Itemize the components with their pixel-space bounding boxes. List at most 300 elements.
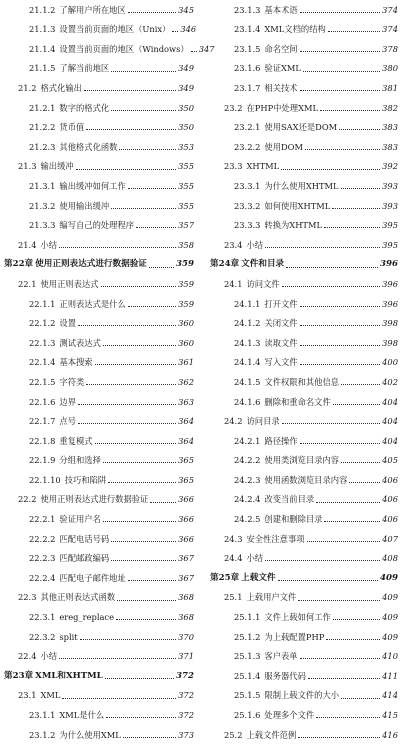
toc-entry-title: 输出缓冲如何工作 [59,180,126,191]
toc-chapter-entry [206,568,398,588]
dot-leader [106,716,176,718]
dot-leader [298,736,380,738]
toc-entry-title: 了解当前地区 [59,63,110,74]
toc-entry-title: XHTML [246,161,280,172]
toc-entry-title: 使用正则表达式 [40,278,99,289]
toc-entry-page: 362 [178,376,194,387]
toc-entry-title: 处理多个文件 [264,710,315,721]
toc-entry-number: 21.4 [18,239,37,250]
dot-leader [116,618,176,620]
dot-leader [332,207,380,209]
dot-leader [298,599,380,601]
toc-entry-page: 372 [178,710,194,721]
toc-entry-page: 360 [178,318,194,329]
toc-entry-number: 25.2 [224,729,243,740]
toc-entry-page: 370 [178,631,194,642]
toc-entry [0,78,194,98]
toc-entry-title: 技巧和陷阱 [64,474,107,485]
toc-entry-page: 374 [382,4,398,15]
toc-entry [0,411,194,431]
toc-chapter-entry [206,255,398,275]
toc-entry-title: 相关技术 [264,83,298,94]
dot-leader [328,30,380,32]
toc-entry [206,549,398,569]
toc-entry-title: 设置当前页面的地区（Windows） [59,43,189,54]
toc-entry-page: 380 [382,63,398,74]
toc-entry-number: 21.1.3 [29,24,56,35]
toc-entry-title: 使用输出缓冲 [59,200,110,211]
toc-entry-title: split [59,631,78,642]
toc-entry-number: 22.1.10 [29,474,61,485]
toc-entry-number: 22.3.1 [29,612,56,623]
toc-entry-page: 371 [178,651,194,662]
toc-entry-number: 第23章 [4,670,34,681]
toc-entry-title: 基本搜索 [59,357,93,368]
toc-entry-number: 25.1 [224,592,243,603]
toc-entry-number: 25.1.3 [234,651,261,662]
toc-entry [0,588,194,608]
toc-entry-number: 23.1.5 [234,43,261,54]
toc-entry [206,333,398,353]
toc-entry [0,470,194,490]
dot-leader [349,481,380,483]
toc-entry-title: 文件权限和其他信息 [264,376,340,387]
toc-entry-page: 392 [382,161,398,172]
toc-entry-number: 21.1.4 [29,43,56,54]
toc-entry-title: 基本术语 [264,4,298,15]
toc-entry-title: 小结 [40,651,58,662]
toc-entry-number: 22.1.6 [29,396,56,407]
toc-entry-title: 路径操作 [264,435,298,446]
toc-entry [0,314,194,334]
toc-entry-title: 其他格式化函数 [59,141,118,152]
toc-entry-title: 数字的格式化 [59,102,110,113]
toc-entry [206,216,398,236]
toc-entry-number: 22.2 [18,494,37,505]
toc-entry-page: 414 [382,690,398,701]
toc-entry-number: 22.1 [18,278,37,289]
toc-entry-page: 409 [380,572,398,583]
dot-leader [76,168,176,170]
toc-entry-number: 24.2.2 [234,455,261,466]
toc-entry [0,549,194,569]
toc-entry-number: 23.1.3 [234,4,261,15]
toc-entry [0,705,194,725]
toc-entry-page: 404 [382,396,398,407]
dot-leader [265,246,380,248]
toc-entry-page: 367 [178,572,194,583]
toc-entry [0,627,194,647]
toc-entry [0,509,194,529]
toc-entry [206,39,398,59]
dot-leader [86,383,176,385]
dot-leader [117,599,176,601]
toc-entry-page: 406 [382,494,398,505]
toc-entry-page: 404 [382,416,398,427]
toc-entry-page: 358 [178,239,194,250]
toc-entry-page: 365 [178,455,194,466]
toc-entry-number: 24.3 [224,533,243,544]
toc-entry-page: 393 [382,200,398,211]
toc-entry [206,686,398,706]
toc-entry-page: 374 [382,24,398,35]
toc-entry [206,470,398,490]
toc-entry [206,0,398,20]
toc-entry-number: 21.2 [18,83,37,94]
toc-entry [206,705,398,725]
toc-chapter-entry [0,255,194,275]
toc-entry-page: 359 [178,298,194,309]
dot-leader [119,148,176,150]
toc-entry-title: 小结 [246,553,264,564]
dot-leader [300,305,381,307]
toc-entry [206,529,398,549]
toc-entry-number: 22.2.3 [29,553,56,564]
toc-entry-number: 22.2.1 [29,514,56,525]
toc-entry-number: 22.1.3 [29,337,56,348]
toc-entry-number: 25.1.6 [234,710,261,721]
toc-entry-page: 366 [178,494,194,505]
toc-entry-title: 格式化输出 [40,83,82,94]
toc-entry-page: 372 [176,670,194,681]
toc-entry [0,20,197,40]
toc-entry-title: 文件和目录 [241,259,285,270]
dot-leader [95,363,177,365]
toc-entry-page: 367 [178,553,194,564]
toc-entry [0,647,194,667]
toc-entry-title: 使用正则表达式进行数据验证 [40,494,149,505]
toc-entry-number: 23.3.1 [234,180,261,191]
dot-leader [128,187,176,189]
toc-entry [206,98,398,118]
toc-chapter-entry [0,666,194,686]
dot-leader [278,579,379,581]
toc-entry [206,196,398,216]
dot-leader [80,638,177,640]
toc-entry-page: 409 [382,612,398,623]
toc-entry [0,59,194,79]
toc-entry [0,137,194,157]
dot-leader [111,207,176,209]
toc-entry [206,431,398,451]
toc-entry-title: 上载用户文件 [246,592,297,603]
toc-entry-page: 345 [178,4,194,15]
toc-entry-page: 404 [382,435,398,446]
toc-entry-page: 357 [178,220,194,231]
toc-entry-page: 373 [178,729,194,740]
dot-leader [105,677,174,679]
toc-entry-page: 382 [382,102,398,113]
toc-entry [0,431,194,451]
toc-entry-title: 小结 [40,239,58,250]
dot-leader [149,266,174,268]
dot-leader [303,70,380,72]
toc-entry-number: 22.1.9 [29,455,56,466]
toc-entry-number: 24.2.3 [234,474,261,485]
toc-entry-number: 22.1.8 [29,435,56,446]
toc-entry [0,118,194,138]
toc-entry-page: 353 [178,141,194,152]
toc-entry-title: 服务器代码 [264,670,306,681]
toc-entry-number: 24.1 [224,278,243,289]
dot-leader [326,638,380,640]
toc-entry-number: 21.3.3 [29,220,56,231]
toc-entry-page: 366 [178,533,194,544]
dot-leader [128,11,176,13]
toc-entry [0,274,194,294]
toc-entry-title: 限制上载文件的大小 [264,690,340,701]
toc-entry-page: 409 [382,631,398,642]
toc-entry-page: 416 [382,729,398,740]
toc-entry-page: 349 [178,63,194,74]
toc-entry-page: 372 [178,690,194,701]
toc-entry-title: ereg_replace [59,612,114,623]
toc-entry-number: 23.1.6 [234,63,261,74]
toc-entry-number: 23.3 [224,161,243,172]
dot-leader [265,559,380,561]
toc-entry-page: 402 [382,376,398,387]
toc-entry-page: 355 [178,180,194,191]
toc-entry-title: 小结 [246,239,264,250]
toc-entry-title: 设置当前页面的地区（Unix） [59,24,171,35]
toc-entry-page: 350 [178,102,194,113]
toc-entry-page: 355 [178,200,194,211]
dot-leader [123,736,176,738]
dot-leader [78,324,176,326]
toc-entry-title: 安全性注意事项 [246,533,305,544]
toc-entry-number: 21.3 [18,161,37,172]
toc-entry [0,157,194,177]
toc-entry-number: 24.1.2 [234,318,261,329]
dot-leader [286,266,378,268]
toc-entry [0,39,215,59]
dot-leader [333,403,380,405]
dot-leader [136,226,176,228]
toc-entry-title: 上载文件 [241,572,276,583]
toc-entry-title: 其他正则表达式函数 [40,592,116,603]
toc-entry-title: 测试表达式 [59,337,101,348]
toc-entry-number: 24.1.4 [234,357,261,368]
toc-entry-title: 为什么使用XHTML [264,180,339,191]
toc-entry-number: 23.1 [18,690,37,701]
toc-entry-title: 使用函数浏览目录内容 [264,474,348,485]
toc-entry-title: 为什么使用XML [59,729,121,740]
toc-entry-number: 22.4 [18,651,37,662]
toc-entry-page: 381 [382,83,398,94]
toc-entry-page: 364 [178,416,194,427]
toc-entry [0,353,194,373]
dot-leader [282,285,380,287]
toc-entry [206,509,398,529]
toc-entry-title: 正则表达式是什么 [59,298,126,309]
toc-entry-number: 21.2.3 [29,141,56,152]
dot-leader [339,128,380,130]
dot-leader [282,422,380,424]
toc-entry-number: 23.1.7 [234,83,261,94]
toc-entry [0,490,194,510]
dot-leader [111,70,176,72]
toc-entry-title: XML是什么 [59,710,105,721]
toc-entry-page: 398 [382,337,398,348]
dot-leader [320,109,380,111]
toc-entry-page: 408 [382,553,398,564]
toc-entry-page: 406 [382,514,398,525]
dot-leader [103,344,176,346]
toc-entry-number: 22.3.2 [29,631,56,642]
dot-leader [300,50,381,52]
toc-entry-page: 395 [382,239,398,250]
dot-leader [281,168,380,170]
toc-entry-number: 21.2.1 [29,102,56,113]
dot-leader [316,716,380,718]
toc-entry-number: 23.2.2 [234,141,261,152]
dot-leader [341,383,380,385]
dot-leader [86,128,176,130]
toc-entry-title: 如何使用XHTML [264,200,331,211]
toc-entry-page: 409 [382,592,398,603]
toc-entry-title: 删除和重命名文件 [264,396,331,407]
toc-entry [206,647,398,667]
toc-entry-page: 365 [178,474,194,485]
toc-entry [0,372,194,392]
toc-entry-number: 25.1.2 [234,631,261,642]
toc-entry [206,392,398,412]
toc-entry [206,78,398,98]
dot-leader [128,305,176,307]
toc-entry-title: 关闭文件 [264,318,298,329]
dot-leader [300,344,381,346]
toc-entry-title: 改变当前目录 [264,494,315,505]
dot-leader [59,246,176,248]
toc-entry-page: 368 [178,592,194,603]
dot-leader [341,697,380,699]
toc-entry-number: 23.1.1 [29,710,56,721]
toc-entry [206,314,398,334]
dot-leader [150,501,176,503]
toc-entry-title: 写入文件 [264,357,298,368]
toc-entry [0,451,194,471]
toc-entry-number: 25.1.1 [234,612,261,623]
toc-entry-title: 匹配邮政编码 [59,553,110,564]
toc-entry-page: 400 [382,357,398,368]
toc-entry [0,235,194,255]
toc-entry-number: 第24章 [210,259,240,270]
toc-entry-number: 21.3.2 [29,200,56,211]
dot-leader [95,442,177,444]
dot-leader [341,461,380,463]
toc-entry-number: 21.3.1 [29,180,56,191]
toc-entry-title: 命名空间 [264,43,298,54]
toc-entry-page: 398 [382,318,398,329]
dot-leader [300,11,381,13]
toc-entry-title: 为上载配置PHP [264,631,325,642]
toc-entry-title: 点号 [59,416,76,427]
toc-entry [0,686,194,706]
toc-entry-number: 23.3.2 [234,200,261,211]
dot-leader [103,461,176,463]
toc-entry [206,607,398,627]
toc-entry-number: 22.3 [18,592,37,603]
toc-entry-number: 24.2.4 [234,494,261,505]
toc-entry [206,294,398,314]
toc-entry-title: 设置 [59,318,76,329]
toc-entry-number: 24.1.3 [234,337,261,348]
toc-entry-number: 第25章 [210,572,240,583]
toc-entry-title: 字符类 [59,376,85,387]
toc-entry-number: 22.1.2 [29,318,56,329]
toc-entry-page: 363 [178,396,194,407]
toc-entry-number: 22.1.5 [29,376,56,387]
toc-entry-title: 访问目录 [246,416,280,427]
toc-entry-number: 21.2.2 [29,122,56,133]
toc-entry-page: 359 [176,259,194,270]
toc-entry-title: 客户表单 [264,651,298,662]
toc-entry-page: 383 [382,141,398,152]
toc-entry-number: 23.2 [224,102,243,113]
toc-entry-title: 了解用户所在地区 [59,4,126,15]
toc-entry-page: 396 [382,298,398,309]
dot-leader [111,559,176,561]
toc-entry [206,274,398,294]
toc-entry [206,59,398,79]
toc-entry-title: 输出缓冲 [40,161,74,172]
dot-leader [316,501,380,503]
toc-entry [206,118,398,138]
toc-entry [0,333,194,353]
toc-entry-number: 22.2.4 [29,572,56,583]
toc-entry [206,176,398,196]
toc-entry-title: 上载文件范例 [246,729,297,740]
toc-entry-number: 24.1.6 [234,396,261,407]
toc-entry-number: 24.4 [224,553,243,564]
toc-entry-title: 使用SAX还是DOM [264,122,338,133]
toc-entry-number: 23.4 [224,239,243,250]
dot-leader [324,520,380,522]
toc-entry-title: 访问文件 [246,278,280,289]
toc-entry-number: 23.3.3 [234,220,261,231]
toc-entry [0,294,194,314]
toc-entry-page: 411 [382,670,398,681]
toc-entry-page: 383 [382,122,398,133]
toc-entry-page: 405 [382,455,398,466]
toc-entry-number: 23.1.4 [234,24,261,35]
dot-leader [300,363,381,365]
toc-entry [0,607,194,627]
dot-leader [300,324,381,326]
toc-entry-title: 重复模式 [59,435,93,446]
toc-entry [206,490,398,510]
toc-entry [0,176,194,196]
toc-entry-page: 346 [180,24,197,35]
dot-leader [111,109,176,111]
toc-entry-number: 24.1.5 [234,376,261,387]
toc-entry-title: XML [40,690,61,701]
dot-leader [308,677,380,679]
toc-entry [206,157,398,177]
toc-entry-title: 验证XML [264,63,301,74]
dot-leader [128,579,176,581]
dot-leader [300,442,381,444]
toc-entry-number: 22.2.2 [29,533,56,544]
dot-leader [300,657,381,659]
toc-entry [0,0,194,20]
toc-entry-title: 匹配电子邮件地址 [59,572,126,583]
toc-entry [206,411,398,431]
toc-entry-number: 23.1.2 [29,729,56,740]
toc-entry-page: 347 [198,43,215,54]
toc-entry-title: 货币值 [59,122,85,133]
dot-leader [59,657,176,659]
